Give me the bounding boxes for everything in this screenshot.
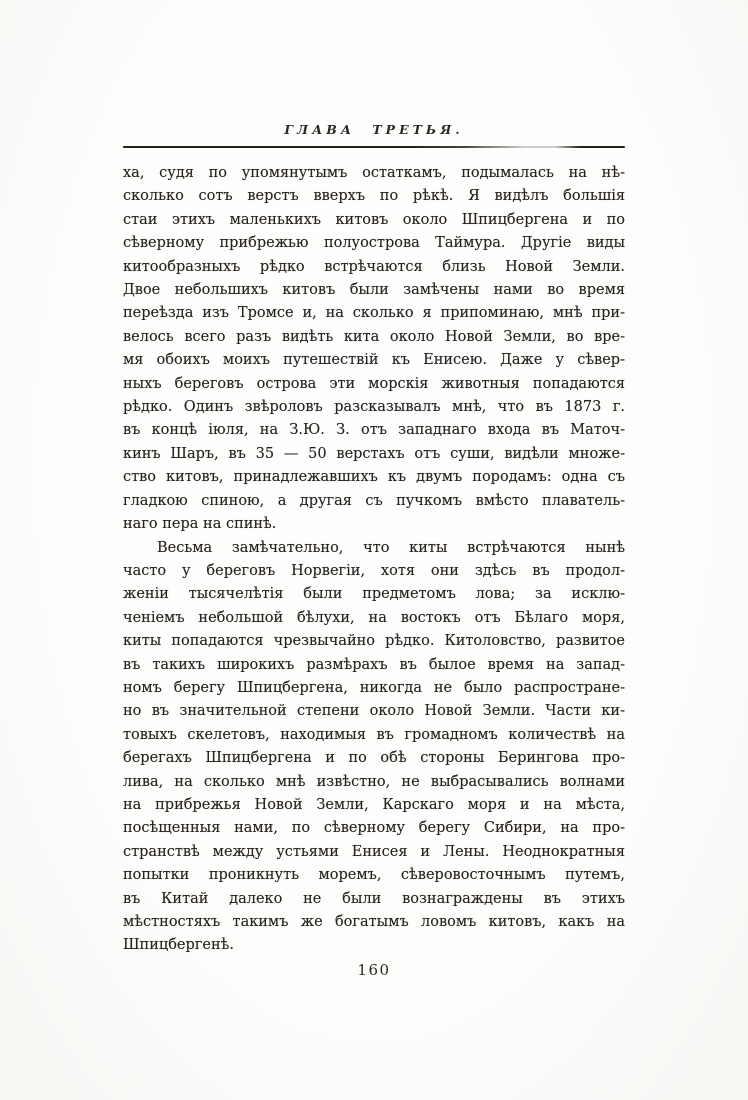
text-line: женіи тысячелѣтія были предметомъ лова; за исклю- [123,586,625,603]
text-line: ныхъ береговъ острова эти морскія животныя попадаются [123,375,625,392]
body-text [123,162,625,958]
text-line: берегахъ Шпицбергена и по обѣ стороны Берингова про- [123,750,625,767]
text-line: на прибрежья Новой Земли, Карскаго моря и на мѣста, [123,796,625,813]
text-line: Двое небольшихъ китовъ были замѣчены нами во время [123,282,625,299]
header-rule [123,146,625,148]
text-line: лива, на сколько мнѣ извѣстно, не выбрасывались волнами [123,773,625,790]
text-line: киты попадаются чрезвычайно рѣдко. Китоловство, развитое [123,633,625,650]
text-line: но въ значительной степени около Новой Земли. Части ки- [123,703,625,720]
text-line: Шпицбергенѣ. [123,937,234,954]
text-line: наго пера на спинѣ. [123,516,277,533]
paragraph [123,162,625,537]
text-line: кинъ Шаръ, въ 35 — 50 верстахъ отъ суши, видѣли множе- [123,445,625,462]
text-line: велось всего разъ видѣть кита около Новой Земли, во вре- [123,328,625,345]
text-line: переѣзда изъ Тромсе и, на сколько я припоминаю, мнѣ при- [123,305,625,322]
text-line: часто у береговъ Норвегіи, хотя они здѣсь въ продол- [123,562,625,579]
text-line: товыхъ скелетовъ, находимыя въ громадномъ количествѣ на [123,726,625,743]
text-line: номъ берегу Шпицбергена, никогда не было распростране- [123,679,625,696]
paragraph [123,537,625,958]
page-number: 160 [357,961,391,979]
text-line: въ Китай далеко не были вознаграждены въ этихъ [123,890,625,907]
text-line: Весьма замѣчательно, что киты встрѣчаются нынѣ [157,539,625,556]
text-line: ство китовъ, принадлежавшихъ къ двумъ породамъ: одна съ [123,469,625,486]
text-line: мя обоихъ моихъ путешествій къ Енисею. Даже у сѣвер- [123,352,625,369]
chapter-running-head: ГЛАВА ТРЕТЬЯ. [284,122,464,137]
text-line: китообразныхъ рѣдко встрѣчаются близь Новой Земли. [123,258,625,275]
text-line: въ такихъ широкихъ размѣрахъ въ былое время на запад- [123,656,625,673]
text-line: странствѣ между устьями Енисея и Лены. Неоднократныя [123,843,625,860]
text-line: сѣверному прибрежью полуострова Таймура. Другіе виды [123,235,625,252]
text-line: въ концѣ іюля, на З.Ю. З. отъ западнаго входа въ Маточ- [123,422,625,439]
text-line: ха, судя по упомянутымъ остаткамъ, подымалась на нѣ- [123,165,625,181]
text-line: рѣдко. Одинъ звѣроловъ разсказывалъ мнѣ, что въ 1873 г. [123,399,625,416]
text-line: мѣстностяхъ такимъ же богатымъ ловомъ китовъ, какъ на [123,914,625,930]
text-line: ченіемъ небольшой бѣлухи, на востокъ отъ Бѣлаго моря, [123,609,625,626]
text-line: гладкою спиною, а другая съ пучкомъ вмѣсто плаватель- [123,492,625,509]
text-line: стаи этихъ маленькихъ китовъ около Шпицбергена и по [123,211,625,228]
text-line: посѣщенныя нами, по сѣверному берегу Сибири, на про- [123,820,625,837]
text-line: сколько сотъ верстъ вверхъ по рѣкѣ. Я видѣлъ большія [123,188,625,205]
text-line: попытки проникнуть моремъ, сѣверовосточнымъ путемъ, [123,867,625,884]
